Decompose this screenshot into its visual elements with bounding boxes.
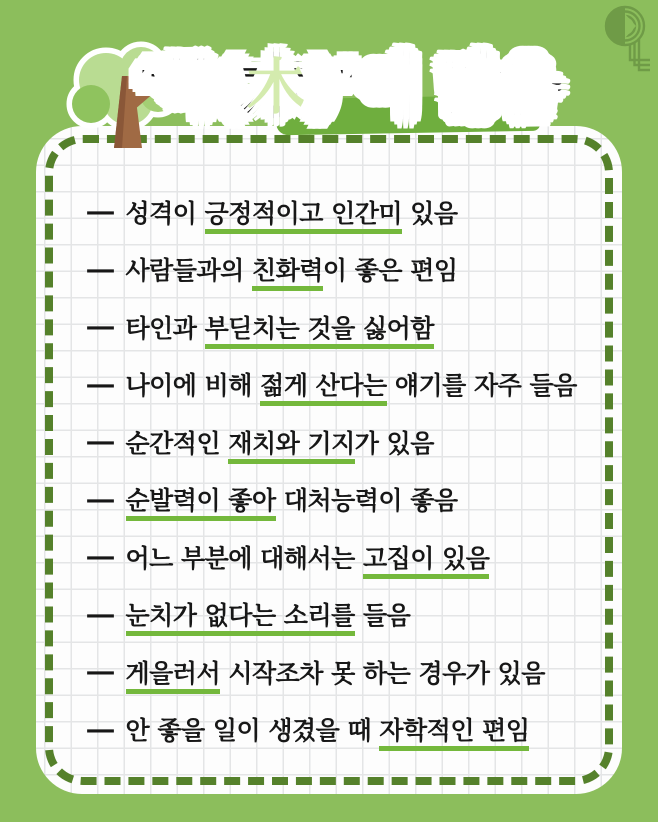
trait-item — [85, 471, 577, 529]
item-text: 눈치가 없다는 소리를 들음 — [126, 596, 411, 632]
page-title — [0, 40, 658, 126]
item-text: 순발력이 좋아 대처능력이 좋음 — [126, 481, 458, 517]
item-text: 타인과 부딛치는 것을 싫어함 — [126, 309, 434, 345]
bullet-dash: — — [85, 657, 115, 687]
title-hanja: 木 — [246, 53, 308, 123]
item-text: 안 좋을 일이 생겼을 때 자학적인 편임 — [126, 711, 530, 747]
trait-item — [85, 241, 577, 299]
item-text: 나이에 비해 젊게 산다는 얘기를 자주 들음 — [126, 366, 577, 402]
bullet-dash: — — [85, 484, 115, 514]
item-text: 사람들과의 친화력이 좋은 편임 — [126, 251, 458, 287]
bullet-dash: — — [85, 542, 115, 572]
underlined-text: 순발력이 좋아 — [126, 486, 276, 521]
trait-item — [85, 528, 577, 586]
underlined-text: 친화력 — [252, 256, 323, 291]
trait-item — [85, 413, 577, 471]
title-part1: ‘목( — [135, 53, 247, 123]
underlined-text: 긍정적이고 인간미 — [205, 199, 402, 234]
underlined-text: 눈치가 없다는 소리를 — [126, 601, 355, 636]
bullet-dash: — — [85, 599, 115, 629]
trait-item — [85, 586, 577, 644]
title-part2: )’이 많음 — [307, 53, 559, 123]
bullet-dash: — — [85, 427, 115, 457]
underlined-text: 재치와 기지 — [228, 429, 354, 464]
bullet-dash: — — [85, 254, 115, 284]
item-text: 성격이 긍정적이고 인간미 있음 — [126, 194, 458, 230]
underlined-text: 게을러서 — [126, 659, 221, 694]
underlined-text: 부딛치는 것을 싫어함 — [205, 314, 434, 349]
trait-item — [85, 643, 577, 701]
item-text: 순간적인 재치와 기지가 있음 — [126, 424, 434, 460]
bullet-dash: — — [85, 714, 115, 744]
trait-item — [85, 183, 577, 241]
bullet-dash: — — [85, 312, 115, 342]
trait-item — [85, 701, 577, 759]
brand-logo-icon — [592, 4, 654, 78]
item-text: 어느 부분에 대해서는 고집이 있음 — [126, 539, 490, 575]
underlined-text: 고집이 있음 — [363, 544, 489, 579]
underlined-text: 자학적인 편임 — [379, 716, 529, 751]
bullet-dash: — — [85, 369, 115, 399]
trait-item — [85, 356, 577, 414]
bullet-dash: — — [85, 197, 115, 227]
trait-item — [85, 298, 577, 356]
item-text: 게을러서 시작조차 못 하는 경우가 있음 — [126, 654, 545, 690]
underlined-text: 젊게 산다는 — [260, 371, 386, 406]
trait-list — [85, 183, 577, 758]
